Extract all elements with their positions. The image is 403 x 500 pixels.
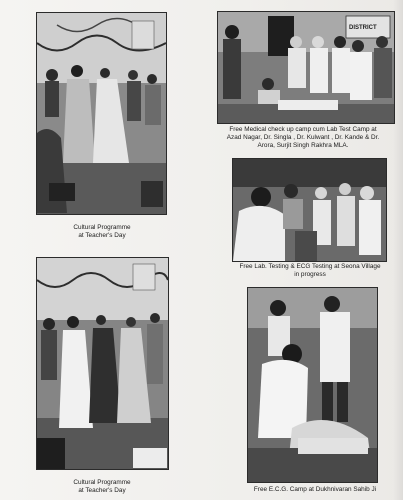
- caption-ecg-camp: [232, 486, 398, 494]
- caption-line: Cultural Programme: [73, 224, 131, 231]
- caption-line: Free Lab. Testing & ECG Testing at Seona Village: [239, 263, 381, 270]
- photo-scene: [37, 258, 168, 469]
- caption-line: at Teacher's Day: [78, 232, 126, 239]
- photo-scene: [37, 13, 166, 214]
- photo-lab-ecg-testing: [232, 158, 387, 262]
- photo-scene: [218, 12, 394, 123]
- caption-line: Cultural Programme: [73, 479, 131, 486]
- caption-line: Free Medical check up camp cum Lab Test Camp at: [229, 126, 377, 133]
- caption-cultural-programme-2: [40, 479, 164, 495]
- district-sign: DISTRICT: [349, 25, 377, 31]
- photo-ecg-camp: [247, 287, 378, 483]
- photo-scene: [233, 159, 386, 261]
- photo-cultural-programme-2: [36, 257, 169, 470]
- photo-scene: [248, 288, 377, 482]
- caption-lab-ecg-testing: [222, 263, 398, 279]
- photo-cultural-programme-1: [36, 12, 167, 215]
- caption-line: at Teacher's Day: [78, 487, 126, 494]
- caption-line: Azad Nagar, Dr. Singla , Dr. Kulwant , Dr. Kande & Dr.: [226, 134, 380, 141]
- photo-medical-camp: [217, 11, 395, 124]
- caption-medical-camp: [205, 126, 401, 150]
- caption-line: in progress: [294, 271, 326, 278]
- caption-cultural-programme-1: [40, 224, 164, 240]
- caption-line: Arora, Surjit Singh Rakhra MLA.: [257, 142, 349, 149]
- caption-line: Free E.C.G. Camp at Dukhnivaran Sahib Ji: [253, 486, 377, 493]
